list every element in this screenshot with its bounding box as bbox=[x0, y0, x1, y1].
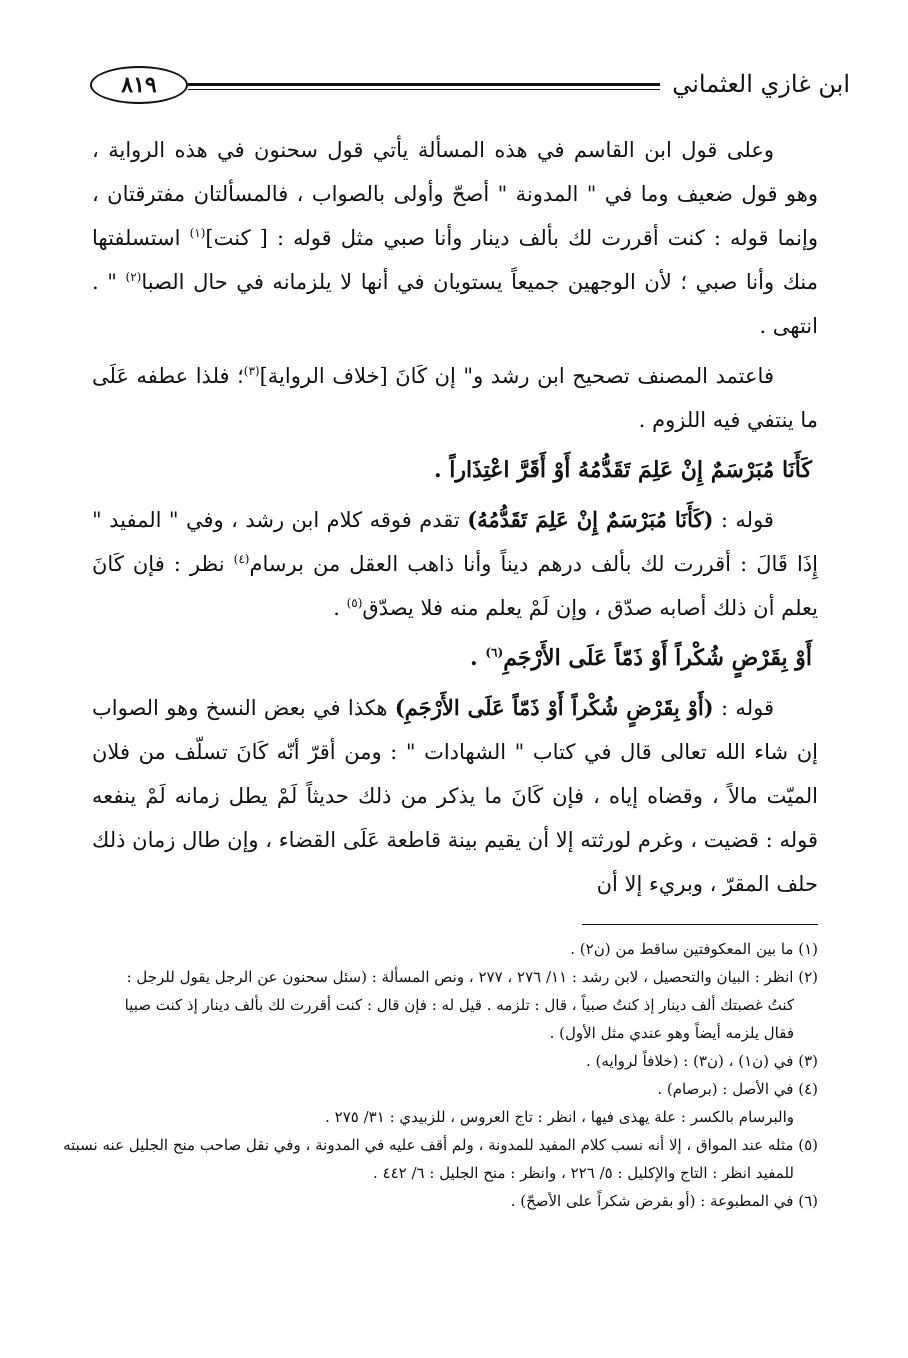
footnote-1: (١) ما بين المعكوفتين ساقط من (ن٢) . bbox=[570, 940, 818, 958]
matn-lemma-2: أَوْ بِقَرْضٍ شُكْراً أَوْ ذَمّاً عَلَى الأَرْجَمِ$^{(٦)}$ . bbox=[470, 645, 812, 671]
paragraph-1: وعلى قول ابن القاسم في هذه المسألة يأتي قول سحنون في هذه الرواية ، وهو قول ضعيف وما في " المدونة " أصحّ وأولى بالصواب ، فالمسألتان مفترقتان ، وإنما قوله : كنت أقررت لك بألف دينار وأنا صبي مثل قوله : [ كنت]$^{(١)}$ استسلفتها منك وأنا صبي ؛ لأن الوجهين جميعاً يستويان في أنها لا يلزمانه في حال الصبا$^{(٢)}$ " . انتهى . bbox=[92, 138, 818, 338]
footnote-ref-4: (٤) bbox=[233, 552, 250, 566]
footnote-6: (٦) في المطبوعة : (أو بقرض شكراً على الأصحّ) . bbox=[510, 1192, 818, 1210]
quoted-lemma-2: (أَوْ بِقَرْضٍ شُكْراً أَوْ ذَمّاً عَلَى الأَرْجَمِ) bbox=[394, 695, 714, 720]
footnote-ref-1: (١) bbox=[189, 226, 206, 240]
footnote-ref-3: (٣) bbox=[243, 364, 260, 378]
header-rule-thin bbox=[188, 89, 660, 90]
page-number: ٨١٩ bbox=[90, 66, 188, 104]
footnote-2-cont-2: فقال يلزمه أيضاً وهو عندي مثل الأول) . bbox=[549, 1024, 794, 1042]
footnote-separator bbox=[582, 924, 818, 925]
footnote-ref-6: (٦) bbox=[485, 645, 504, 660]
footnote-2-cont: كنتُ غصبتك ألف دينار إذ كنتُ صبياً ، قال : تلزمه . قيل له : فإن قال : كنت أقررت لك بألف دينار إذ كنت صبيا bbox=[124, 996, 794, 1014]
header-rule-thick bbox=[188, 83, 660, 86]
footnote-5: (٥) مثله عند المواق ، إلا أنه نسب كلام المفيد للمدونة ، ولم أقف عليه في المدونة ، وفي نقل صاحب منح الجليل عنه نسبته bbox=[63, 1136, 818, 1154]
paragraph-4: قوله : (أَوْ بِقَرْضٍ شُكْراً أَوْ ذَمّاً عَلَى الأَرْجَمِ) هكذا في بعض النسخ وهو الصواب إن شاء الله تعالى قال في كتاب " الشهادات " : ومن أقرّ أنّه كَانَ تسلّف من فلان الميّت مالاً ، وقضاه إياه ، فإن كَانَ ما يذكر من ذلك حديثاً لَمْ يطل زمانه لَمْ ينفعه قوله : قضيت ، وغرم لورثته إلا أن يقيم بينة قاطعة عَلَى القضاء ، وإن طال زمان ذلك حلف المقرّ ، وبريء إلا أن bbox=[92, 695, 818, 896]
footnote-4: (٤) في الأصل : (برصام) . bbox=[657, 1080, 818, 1098]
footnote-ref-5: (٥) bbox=[346, 596, 363, 610]
paragraph-2: فاعتمد المصنف تصحيح ابن رشد و" إن كَانَ [خلاف الرواية]$^{(٣)}$؛ فلذا عطفه عَلَى ما ينتفي فيه اللزوم . bbox=[92, 364, 818, 432]
footnote-ref-2: (٢) bbox=[125, 270, 142, 284]
page-header bbox=[90, 60, 850, 110]
quoted-lemma-1: (كَأَنَا مُبَرْسَمٌ إِنْ عَلِمَ تَقَدُّمُهُ) bbox=[467, 507, 714, 532]
footnotes bbox=[62, 935, 818, 1215]
footnote-2: (٢) انظر : البيان والتحصيل ، لابن رشد : ١١/ ٢٧٦ ، ٢٧٧ ، ونص المسألة : (سئل سحنون عن الرجل يقول للرجل : bbox=[126, 968, 818, 986]
running-head: ابن غازي العثماني bbox=[672, 70, 850, 98]
footnote-3: (٣) في (ن١) ، (ن٣) : (خلافاً لروايه) . bbox=[586, 1052, 818, 1070]
footnote-5-cont: للمفيد انظر : التاج والإكليل : ٥/ ٢٢٦ ، وانظر : منح الجليل : ٦/ ٤٤٢ . bbox=[373, 1164, 794, 1182]
main-text bbox=[92, 128, 818, 912]
paragraph-3: قوله : (كَأَنَا مُبَرْسَمٌ إِنْ عَلِمَ تَقَدُّمُهُ) تقدم فوقه كلام ابن رشد ، وفي " المفيد " إِذَا قَالَ : أقررت لك بألف درهم ديناً وأنا ذاهب العقل من برسام$^{(٤)}$ نظر : فإن كَانَ يعلم أن ذلك أصابه صدّق ، وإن لَمْ يعلم منه فلا يصدّق$^{(٥)}$ . bbox=[92, 507, 818, 620]
footnote-4-cont: والبرسام بالكسر : علة يهذى فيها ، انظر : تاج العروس ، للزبيدي : ٣١/ ٢٧٥ . bbox=[325, 1108, 794, 1126]
matn-lemma-1: كَأَنَا مُبَرْسَمٌ إِنْ عَلِمَ تَقَدُّمُهُ أَوْ أَقَرَّ اعْتِذَاراً . bbox=[433, 457, 812, 483]
